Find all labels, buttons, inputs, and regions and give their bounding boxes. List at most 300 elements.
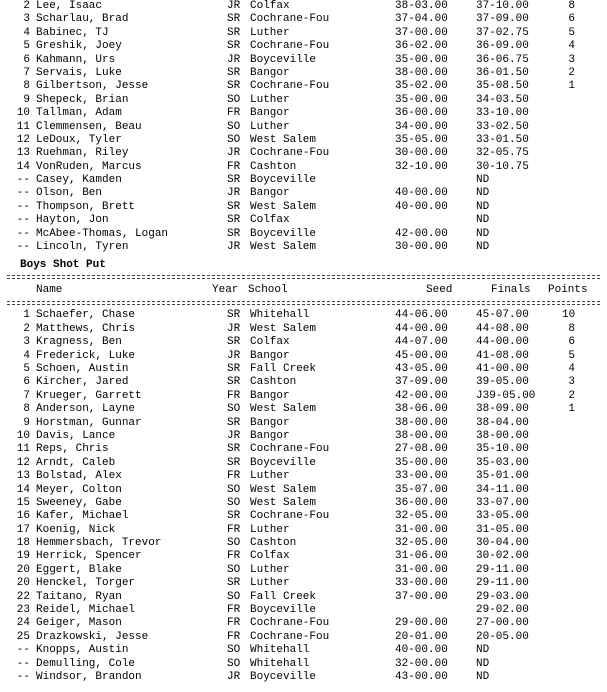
year-cell: SO [227,93,241,106]
school-cell: West Salem [250,496,317,509]
result-row [0,187,607,200]
year-cell: FR [227,604,241,617]
final-mark: ND [476,670,490,683]
school-cell: Bangor [250,349,290,362]
year-cell: SR [227,214,241,227]
school-cell: Luther [250,523,290,536]
place-cell: -- [16,174,30,187]
result-row [0,350,607,363]
points-cell: 5 [568,349,575,362]
result-row [0,470,607,483]
year-cell: SO [227,563,241,576]
result-row [0,644,607,657]
final-mark: 37-02.75 [476,26,529,39]
final-mark: ND [476,174,490,187]
result-row [0,591,607,604]
place-cell: 14 [16,160,30,173]
school-cell: West Salem [250,133,317,146]
final-mark: 35-03.00 [476,456,529,469]
school-cell: Boyceville [250,670,317,683]
place-cell: 6 [23,53,30,66]
year-cell: JR [227,670,241,683]
school-cell: Luther [250,120,290,133]
seed-mark: 35-00.00 [395,53,448,66]
athlete-name: Reidel, Michael [36,604,136,617]
year-cell: JR [227,53,241,66]
athlete-name: Schaefer, Chase [36,309,136,322]
year-cell: SR [227,66,241,79]
result-row [0,671,607,684]
athlete-name: Matthews, Chris [36,322,136,335]
year-cell: SO [227,496,241,509]
athlete-name: Koenig, Nick [36,523,116,536]
athlete-name: Krueger, Garrett [36,389,142,402]
seed-mark: 29-00.00 [395,617,448,630]
year-cell: SO [227,644,241,657]
athlete-name: McAbee-Thomas, Logan [36,227,169,240]
place-cell: 1 [23,309,30,322]
athlete-name: LeDoux, Tyler [36,133,122,146]
year-cell: SO [227,590,241,603]
year-cell: SR [227,80,241,93]
seed-mark: 34-00.00 [395,120,448,133]
place-cell: 11 [16,120,30,133]
school-cell: West Salem [250,200,317,213]
points-cell: 5 [568,26,575,39]
final-mark: 20-05.00 [476,630,529,643]
place-cell: 9 [23,416,30,429]
athlete-name: Henckel, Torger [36,577,136,590]
seed-mark: 35-07.00 [395,483,448,496]
school-cell: Cashton [250,376,297,389]
athlete-name: Knopps, Austin [36,644,129,657]
result-row [0,323,607,336]
result-row [0,147,607,160]
final-mark: 33-02.50 [476,120,529,133]
place-cell: 9 [23,93,30,106]
final-mark: 27-00.00 [476,617,529,630]
final-mark: ND [476,227,490,240]
place-cell: 14 [16,483,30,496]
final-mark: 33-07.00 [476,496,529,509]
place-cell: 24 [16,617,30,630]
result-row [0,54,607,67]
points-cell: 4 [568,362,575,375]
school-cell: Luther [250,26,290,39]
header-name: Name [36,284,63,297]
seed-mark: 38-03.00 [395,0,448,12]
final-mark: 29-11.00 [476,563,529,576]
athlete-name: Bolstad, Alex [36,470,122,483]
event-title: Boys Shot Put [20,259,106,272]
place-cell: 7 [23,389,30,402]
result-row [0,631,607,644]
year-cell: SR [227,40,241,53]
result-row [0,241,607,254]
seed-mark: 42-00.00 [395,227,448,240]
seed-mark: 40-00.00 [395,187,448,200]
school-cell: Cochrane-Fou [250,510,330,523]
place-cell: 23 [16,604,30,617]
year-cell: SR [227,577,241,590]
athlete-name: Babinec, TJ [36,26,109,39]
athlete-name: Tallman, Adam [36,107,122,120]
school-cell: West Salem [250,241,317,254]
year-cell: SO [227,537,241,550]
result-row [0,457,607,470]
result-row [0,67,607,80]
final-mark: 38-09.00 [476,403,529,416]
seed-mark: 42-00.00 [395,389,448,402]
school-cell: Boyceville [250,604,317,617]
school-cell: Cochrane-Fou [250,13,330,26]
year-cell: FR [227,107,241,120]
final-mark: 41-00.00 [476,362,529,375]
athlete-name: Meyer, Colton [36,483,122,496]
points-cell: 10 [562,309,576,322]
athlete-name: Eggert, Blake [36,563,122,576]
result-row [0,13,607,26]
result-row [0,417,607,430]
seed-mark: 45-00.00 [395,349,448,362]
year-cell: SR [227,227,241,240]
school-cell: Boyceville [250,174,317,187]
final-mark: 34-11.00 [476,483,529,496]
points-cell: 6 [568,336,575,349]
athlete-name: Arndt, Caleb [36,456,116,469]
year-cell: JR [227,349,241,362]
place-cell: -- [16,200,30,213]
final-mark: 33-10.00 [476,107,529,120]
result-row [0,577,607,590]
school-cell: Whitehall [250,309,310,322]
athlete-name: Geiger, Mason [36,617,122,630]
final-mark: 33-01.50 [476,133,529,146]
year-cell: SO [227,483,241,496]
seed-mark: 35-02.00 [395,80,448,93]
seed-mark: 32-05.00 [395,537,448,550]
points-cell: 2 [568,389,575,402]
place-cell: 10 [16,429,30,442]
result-row [0,617,607,630]
points-cell: 1 [568,80,575,93]
school-cell: Cochrane-Fou [250,40,330,53]
athlete-name: Scharlau, Brad [36,13,129,26]
header-school: School [248,284,288,297]
athlete-name: Thompson, Brett [36,200,136,213]
school-cell: Luther [250,470,290,483]
place-cell: -- [16,227,30,240]
place-cell: 4 [23,26,30,39]
year-cell: JR [227,147,241,160]
athlete-name: Demulling, Cole [36,657,136,670]
school-cell: Cochrane-Fou [250,443,330,456]
seed-mark: 37-00.00 [395,590,448,603]
year-cell: SR [227,456,241,469]
seed-mark: 35-00.00 [395,93,448,106]
place-cell: 20 [16,563,30,576]
place-cell: 12 [16,456,30,469]
place-cell: 3 [23,336,30,349]
school-cell: Fall Creek [250,362,317,375]
school-cell: Cochrane-Fou [250,630,330,643]
header-finals: Finals [491,284,531,297]
athlete-name: Clemmensen, Beau [36,120,142,133]
athlete-name: Taitano, Ryan [36,590,122,603]
points-cell: 8 [568,322,575,335]
year-cell: JR [227,187,241,200]
year-cell: JR [227,429,241,442]
athlete-name: Drazkowski, Jesse [36,630,149,643]
result-row [0,214,607,227]
school-cell: West Salem [250,403,317,416]
result-row [0,134,607,147]
seed-mark: 36-00.00 [395,107,448,120]
place-cell: 18 [16,537,30,550]
previous-event-results [0,0,607,254]
result-row [0,510,607,523]
result-row [0,537,607,550]
year-cell: FR [227,523,241,536]
year-cell: JR [227,322,241,335]
result-row [0,604,607,617]
athlete-name: Kahmann, Urs [36,53,116,66]
year-cell: SO [227,133,241,146]
athlete-name: Schoen, Austin [36,362,129,375]
final-mark: 30-10.75 [476,160,529,173]
school-cell: West Salem [250,483,317,496]
place-cell: 20 [16,577,30,590]
school-cell: Bangor [250,187,290,200]
column-header-row [0,279,607,301]
year-cell: SR [227,510,241,523]
final-mark: 45-07.00 [476,309,529,322]
school-cell: Bangor [250,389,290,402]
final-mark: 35-08.50 [476,80,529,93]
place-cell: 7 [23,66,30,79]
school-cell: Boyceville [250,53,317,66]
final-mark: ND [476,187,490,200]
place-cell: 13 [16,147,30,160]
result-row [0,430,607,443]
result-row [0,40,607,53]
final-mark: 38-00.00 [476,429,529,442]
athlete-name: Greshik, Joey [36,40,122,53]
athlete-name: Anderson, Layne [36,403,136,416]
year-cell: SO [227,403,241,416]
seed-mark: 38-00.00 [395,429,448,442]
seed-mark: 38-06.00 [395,403,448,416]
athlete-name: Frederick, Luke [36,349,136,362]
school-cell: Luther [250,577,290,590]
seed-mark: 36-02.00 [395,40,448,53]
result-row [0,443,607,456]
year-cell: SO [227,120,241,133]
athlete-name: VonRuden, Marcus [36,160,142,173]
final-mark: 31-05.00 [476,523,529,536]
result-row [0,0,607,13]
final-mark: 34-03.50 [476,93,529,106]
place-cell: 15 [16,496,30,509]
seed-mark: 27-08.00 [395,443,448,456]
result-row [0,658,607,671]
final-mark: 39-05.00 [476,376,529,389]
school-cell: Luther [250,93,290,106]
athlete-name: Gilbertson, Jesse [36,80,149,93]
year-cell: FR [227,470,241,483]
year-cell: JR [227,0,241,12]
final-mark: 35-01.00 [476,470,529,483]
seed-mark: 40-00.00 [395,644,448,657]
seed-mark: 31-00.00 [395,523,448,536]
result-row [0,390,607,403]
final-mark: 38-04.00 [476,416,529,429]
seed-mark: 38-00.00 [395,66,448,79]
place-cell: 8 [23,80,30,93]
result-row [0,27,607,40]
seed-mark: 43-05.00 [395,362,448,375]
athlete-name: Horstman, Gunnar [36,416,142,429]
place-cell: 5 [23,40,30,53]
place-cell: 22 [16,590,30,603]
athlete-name: Hayton, Jon [36,214,109,227]
school-cell: Bangor [250,429,290,442]
final-mark: 44-00.00 [476,336,529,349]
school-cell: West Salem [250,322,317,335]
final-mark: 36-09.00 [476,40,529,53]
final-mark: ND [476,644,490,657]
final-mark: 41-08.00 [476,349,529,362]
place-cell: 10 [16,107,30,120]
result-row [0,564,607,577]
school-cell: Whitehall [250,657,310,670]
seed-mark: 20-01.00 [395,630,448,643]
athlete-name: Olson, Ben [36,187,103,200]
result-row [0,484,607,497]
points-cell: 1 [568,403,575,416]
year-cell: SR [227,174,241,187]
school-cell: Cashton [250,160,297,173]
seed-mark: 30-00.00 [395,147,448,160]
year-cell: FR [227,389,241,402]
athlete-name: Lincoln, Tyren [36,241,129,254]
points-cell: 2 [568,66,575,79]
year-cell: SO [227,657,241,670]
place-cell: -- [16,670,30,683]
seed-mark: 36-00.00 [395,496,448,509]
year-cell: JR [227,241,241,254]
header-year: Year [212,284,239,297]
final-mark: 37-09.00 [476,13,529,26]
year-cell: FR [227,617,241,630]
school-cell: Whitehall [250,644,310,657]
athlete-name: Windsor, Brandon [36,670,142,683]
year-cell: SR [227,336,241,349]
seed-mark: 32-00.00 [395,657,448,670]
athlete-name: Davis, Lance [36,429,116,442]
year-cell: SR [227,309,241,322]
seed-mark: 44-07.00 [395,336,448,349]
athlete-name: Reps, Chris [36,443,109,456]
points-cell: 8 [568,0,575,12]
place-cell: 19 [16,550,30,563]
result-row [0,161,607,174]
school-cell: Colfax [250,0,290,12]
seed-mark: 44-00.00 [395,322,448,335]
school-cell: Colfax [250,214,290,227]
athlete-name: Herrick, Spencer [36,550,142,563]
final-mark: J39-05.00 [476,389,536,402]
place-cell: -- [16,241,30,254]
seed-mark: 35-05.00 [395,133,448,146]
result-row [0,376,607,389]
header-points: Points [548,284,588,297]
final-mark: 35-10.00 [476,443,529,456]
place-cell: 16 [16,510,30,523]
final-mark: ND [476,241,490,254]
final-mark: 36-01.50 [476,66,529,79]
final-mark: ND [476,214,490,227]
place-cell: 17 [16,523,30,536]
athlete-name: Kircher, Jared [36,376,129,389]
seed-mark: 31-06.00 [395,550,448,563]
seed-mark: 33-00.00 [395,470,448,483]
school-cell: Colfax [250,336,290,349]
year-cell: SR [227,26,241,39]
place-cell: 11 [16,443,30,456]
points-cell: 3 [568,53,575,66]
final-mark: 29-03.00 [476,590,529,603]
result-row [0,336,607,349]
athlete-name: Hemmersbach, Trevor [36,537,162,550]
year-cell: SR [227,416,241,429]
points-cell: 3 [568,376,575,389]
points-cell: 4 [568,40,575,53]
seed-mark: 37-04.00 [395,13,448,26]
place-cell: 4 [23,349,30,362]
place-cell: 8 [23,403,30,416]
athlete-name: Ruehman, Riley [36,147,129,160]
school-cell: Fall Creek [250,590,317,603]
athlete-name: Sweeney, Gabe [36,496,122,509]
final-mark: 32-05.75 [476,147,529,160]
athlete-name: Kafer, Michael [36,510,129,523]
seed-mark: 37-00.00 [395,26,448,39]
seed-mark: 32-10.00 [395,160,448,173]
result-row [0,201,607,214]
seed-mark: 30-00.00 [395,241,448,254]
year-cell: FR [227,630,241,643]
school-cell: Cashton [250,537,297,550]
school-cell: Colfax [250,550,290,563]
school-cell: Bangor [250,416,290,429]
seed-mark: 32-05.00 [395,510,448,523]
result-row [0,524,607,537]
result-row [0,497,607,510]
athlete-name: Kragness, Ben [36,336,122,349]
year-cell: SR [227,362,241,375]
place-cell: 25 [16,630,30,643]
final-mark: 36-06.75 [476,53,529,66]
year-cell: SR [227,200,241,213]
shot-put-results [0,309,607,684]
year-cell: FR [227,160,241,173]
final-mark: 30-02.00 [476,550,529,563]
seed-mark: 38-00.00 [395,416,448,429]
place-cell: 2 [23,0,30,12]
final-mark: 29-02.00 [476,604,529,617]
final-mark: ND [476,657,490,670]
